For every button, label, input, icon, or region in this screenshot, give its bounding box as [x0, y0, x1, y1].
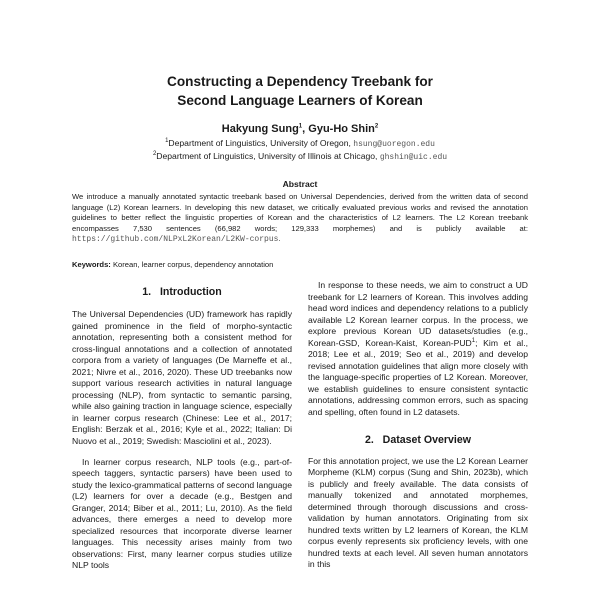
section-1-heading [72, 285, 292, 299]
keywords [72, 260, 528, 270]
intro-paragraph-1: The Universal Dependencies (UD) framework has rapidly gained prominence in the field of morpho-syntactic annotation, representing both a consistent method for cross-lingual annotations and a collection of annotated corpora from a variety of languages (De Marneffe et al., 2021; Nivre et al., 2016, 2020). These UD treebanks now support various research activities in natural language processing (NLP), from syntactic to semantic parsing, while also gaining traction in language science, especially in learner corpus research (Chinese: Lee et al., 2017; English: Berzak et al., 2016; Kyle et al., 2022; Italian: Di Nuovo et al., 2019; Swedish: Masciolini et al., 2023). [72, 309, 292, 447]
author-2-sup: 2 [374, 123, 379, 130]
title-line-1: Constructing a Dependency Treebank for [167, 74, 433, 89]
right-column [308, 280, 528, 571]
section-2-number: 2. [364, 433, 374, 446]
title-line-2: Second Language Learners of Korean [177, 93, 423, 108]
affiliation-1-email[interactable]: hsung@uoregon.edu [353, 140, 435, 149]
footnote-1-marker: 1 [471, 337, 476, 344]
abstract-text: We introduce a manually annotated syntactic treebank based on Universal Dependencies, derived from the written data of second language (L2) Korean learners. In developing this new dataset, we critically evaluated previous works and revised the annotation guidelines to better reflect the linguistic properties of Korean and the characteristics of L2 learners. The L2 Korean treebank encompasses 7,530 sentences (66,982 words; 129,333 morphemes) and is publicly available at: [72, 192, 528, 233]
affiliation-1-text: Department of Linguistics, University of Oregon, [168, 138, 354, 148]
author-2: Gyu-Ho Shin [308, 123, 375, 135]
paper-title [0, 72, 600, 110]
section-2-heading [308, 433, 528, 447]
intro-paragraph-3-rest: ; Kim et al., 2018; Lee et al., 2019; Seo et al., 2019) and develop revised annotation guidelines that align more closely with the language-specific properties of L2 Korean. Moreover, we establish guidelines to ensure consistent syntactic annotations, addressing common errors, such as spacing and spelling, often found in L2 datasets. [308, 337, 528, 418]
affiliation-1-sup: 1 [165, 138, 169, 145]
affiliation-2-sup: 2 [152, 151, 157, 158]
intro-paragraph-3 [308, 280, 528, 419]
abstract-url[interactable]: https://github.com/NLPxL2Korean/L2KW-corpus [72, 235, 279, 245]
intro-paragraph-2: In learner corpus research, NLP tools (e.g., part-of-speech taggers, syntactic parsers) have been used to study the lexico-grammatical patterns of second language (L2) learners for over a decade (e.g., Bestgen and Granger, 2014; Biber et al., 2011; Lu, 2010). As the field advances, there emerges a need to develop more specialized resources that incorporate diverse learner languages. This necessity arises mainly from two observations: First, many learner corpus studies utilize NLP tools [72, 456, 292, 571]
author-1-sup: 1 [298, 123, 303, 130]
abstract-end: . [278, 234, 281, 244]
intro-paragraph-3-text: In response to these needs, we aim to construct a UD treebank for L2 learners of Korean. This involves adding head word indices and dependency relations to a publicly available L2 Korean learner corpus. In the process, we explore previous Korean UD datasets/studies (e.g., Korean-GSD, Korean-Kaist, Korean-PUD [308, 280, 528, 348]
section-1-title: Introduction [159, 286, 222, 298]
author-list [0, 122, 600, 136]
dataset-paragraph-1: For this annotation project, we use the L2 Korean Learner Morpheme (KLM) corpus (Sung and Shin, 2023b), which is publicly and freely available. The data consists of manually tokenized and annotated morphemes, determined through thorough discussions and cross-validation by human annotators. Originating from six hundred texts written by L2 learners of Korean, the KLM corpus evenly represents six proficiency levels, with one hundred texts at each level. All seven human annotators in this [308, 455, 528, 570]
keywords-label: Keywords: [72, 260, 111, 269]
affiliation-1 [0, 138, 600, 150]
author-1: Hakyung Sung [221, 123, 299, 135]
affiliation-2 [0, 151, 600, 163]
abstract-heading: Abstract [282, 179, 318, 189]
section-2-title: Dataset Overview [382, 433, 472, 446]
affiliation-2-email[interactable]: ghshin@uic.edu [379, 153, 448, 162]
section-1-number: 1. [142, 286, 152, 298]
affiliation-2-text: Department of Linguistics, University of Illinois at Chicago, [156, 151, 380, 161]
abstract-body [72, 192, 528, 246]
author-separator: , [302, 123, 309, 135]
keywords-text: Korean, learner corpus, dependency annotation [110, 260, 274, 269]
left-column [72, 285, 292, 572]
